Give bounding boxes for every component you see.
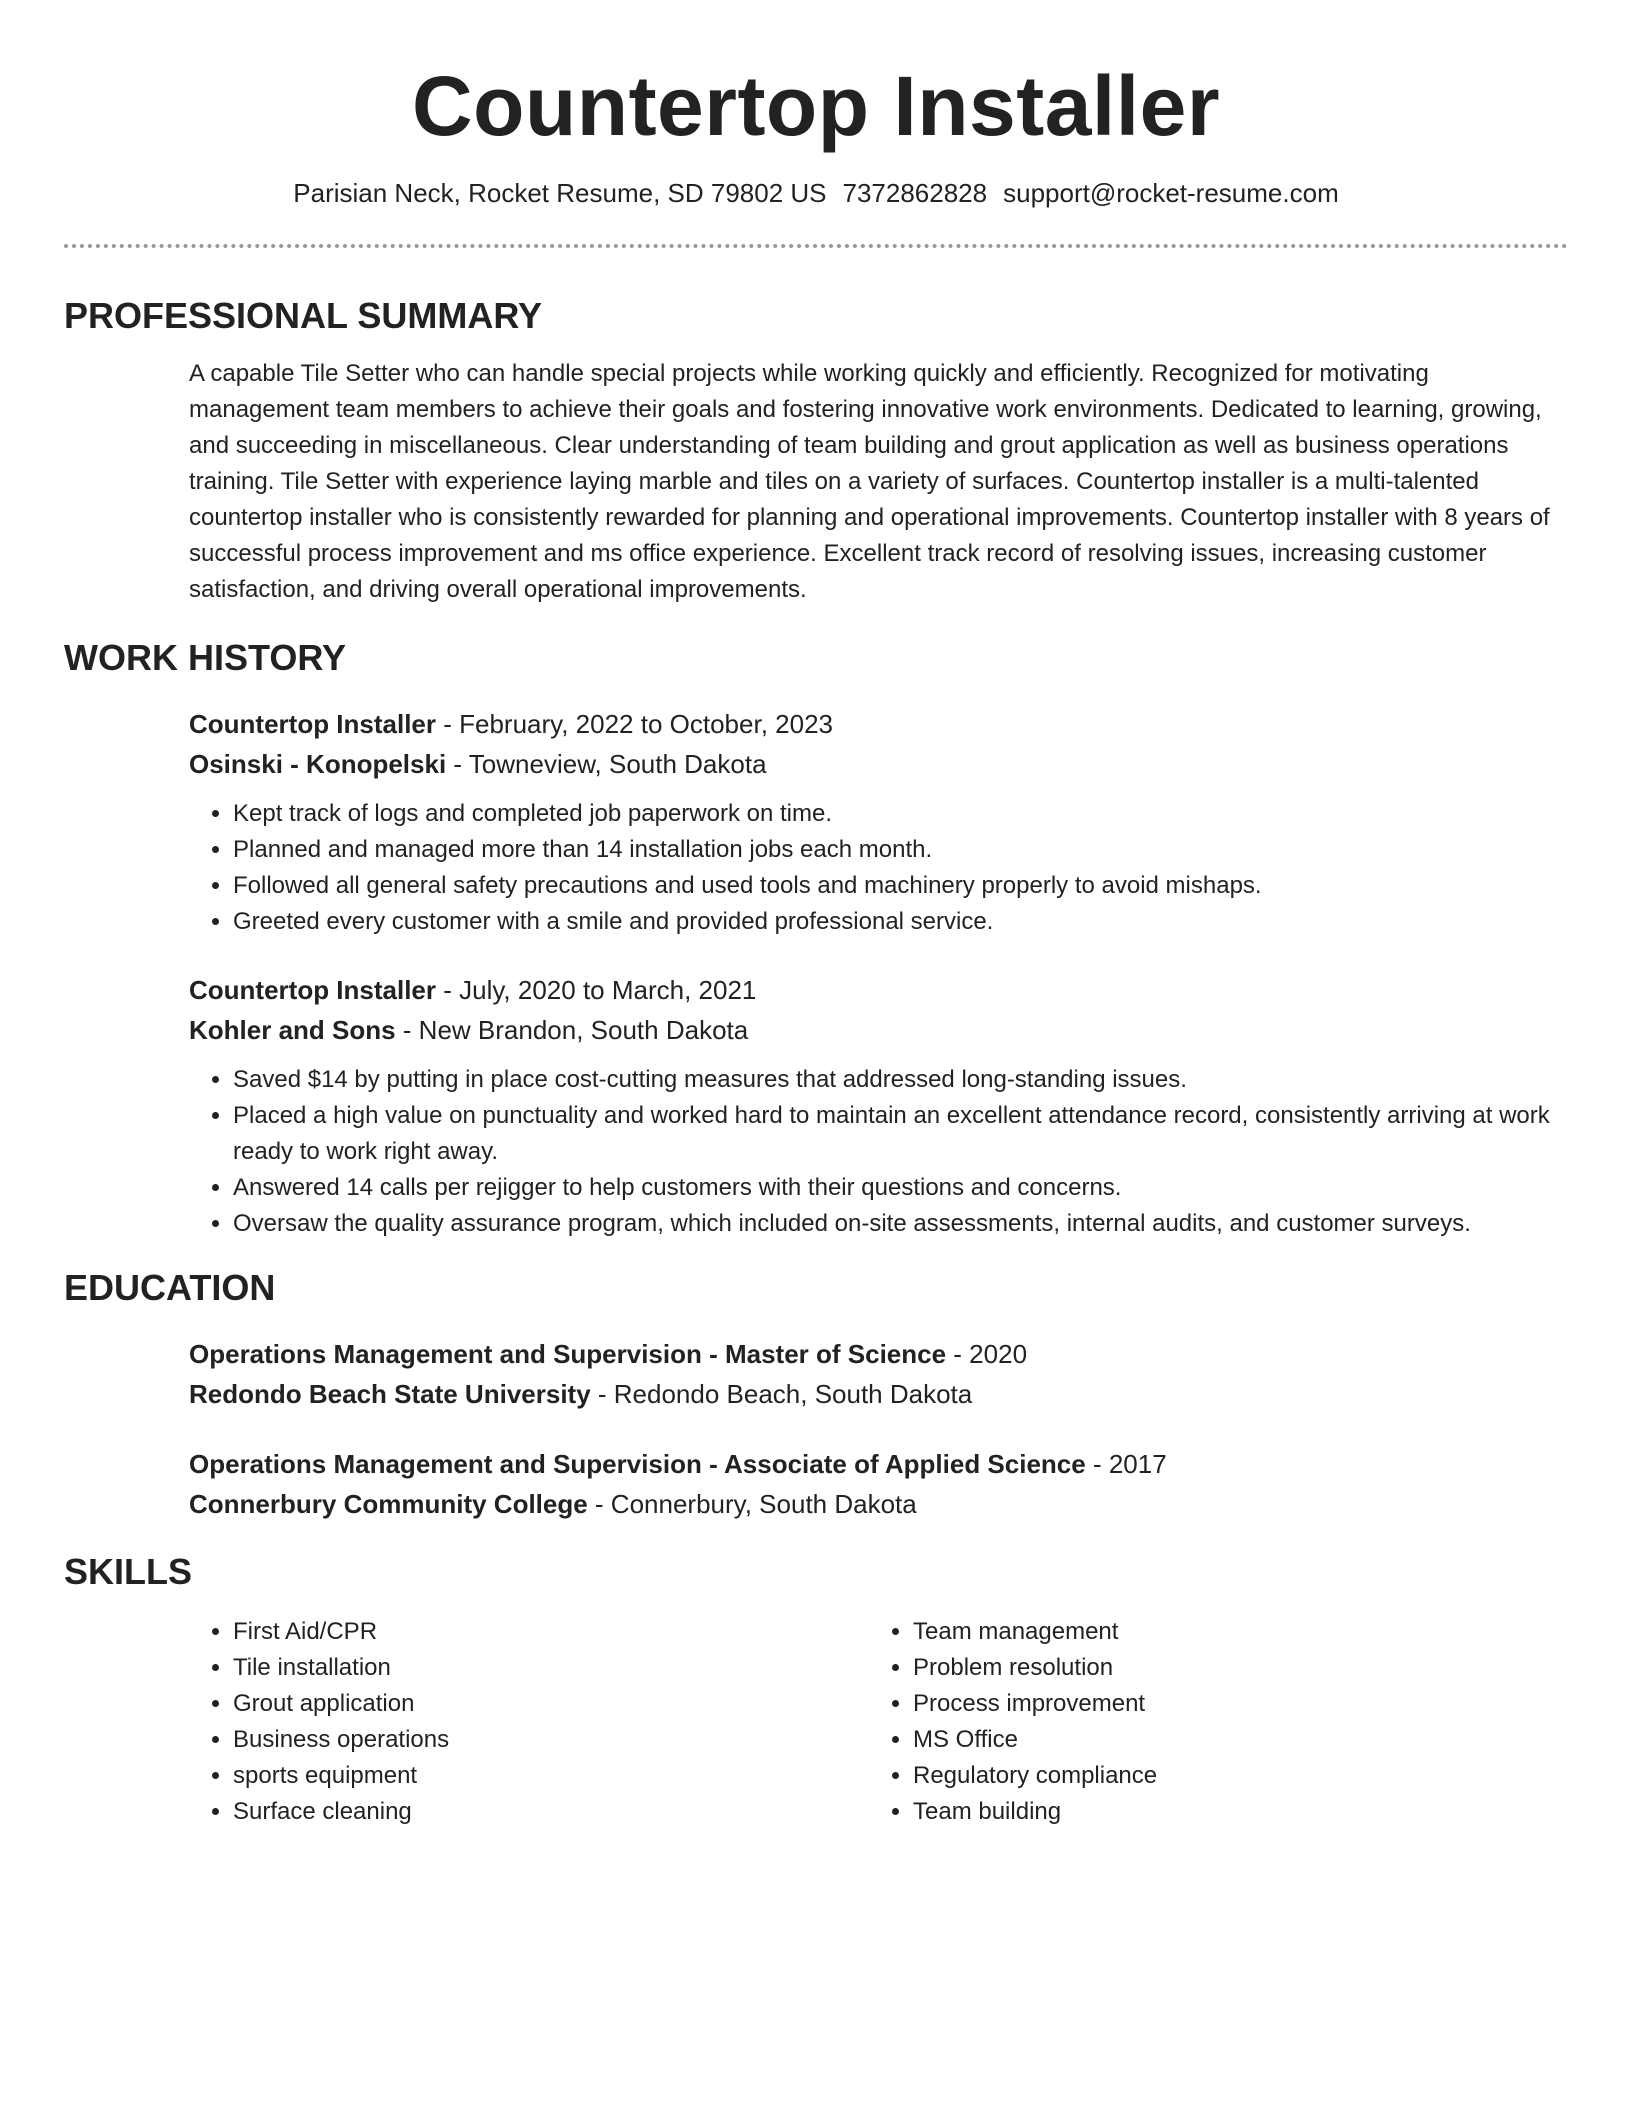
skill-item: • Regulatory compliance xyxy=(913,1758,1549,1794)
school-location: - Connerbury, South Dakota xyxy=(587,1489,917,1519)
job-duty: • Greeted every customer with a smile and provided professional service. xyxy=(233,904,1568,940)
job-dates: - July, 2020 to March, 2021 xyxy=(436,975,757,1005)
skills-list xyxy=(869,1614,1549,1830)
skill-item: • sports equipment xyxy=(233,1758,869,1794)
school-name: Connerbury Community College xyxy=(189,1489,588,1519)
skill-item: • Tile installation xyxy=(233,1650,869,1686)
skill-item: • First Aid/CPR xyxy=(233,1614,869,1650)
job-duty: • Kept track of logs and completed job paperwork on time. xyxy=(233,796,1568,832)
skill-item: • Team management xyxy=(913,1614,1549,1650)
job-duty: • Answered 14 calls per rejigger to help customers with their questions and concerns. xyxy=(233,1170,1568,1206)
job-duties-list xyxy=(189,1062,1568,1242)
skills-grid xyxy=(189,1614,1568,1830)
contact-address: Parisian Neck, Rocket Resume, SD 79802 US xyxy=(293,178,827,208)
skill-item: • Process improvement xyxy=(913,1686,1549,1722)
skill-item: • Team building xyxy=(913,1794,1549,1830)
job-entry xyxy=(189,704,1568,940)
job-title-line xyxy=(189,704,1568,744)
job-position: Countertop Installer xyxy=(189,975,437,1005)
job-duties-list xyxy=(189,796,1568,940)
degree-name: Operations Management and Supervision - Associate of Applied Science xyxy=(189,1449,1086,1479)
skills-list xyxy=(189,1614,869,1830)
job-location: - New Brandon, South Dakota xyxy=(395,1015,749,1045)
education-entry xyxy=(189,1334,1568,1414)
summary-text: A capable Tile Setter who can handle special projects while working quickly and efficiently. Recognized for motivating management team members to achieve their goals and fostering innovative work environments. Dedicated to learning, growing, and succeeding in miscellaneous. Clear understanding of team building and grout application as well as business operations training. Tile Setter with experience laying marble and tiles on a variety of surfaces. Countertop installer is a multi-talented countertop installer who is consistently rewarded for planning and operational improvements. Countertop installer with 8 years of successful process improvement and ms office experience. Excellent track record of resolving issues, increasing customer satisfaction, and driving overall operational improvements. xyxy=(189,360,1550,603)
job-dates: - February, 2022 to October, 2023 xyxy=(436,709,833,739)
contact-email[interactable]: support@rocket-resume.com xyxy=(1003,178,1339,208)
school-line xyxy=(189,1484,1568,1524)
skills-section xyxy=(64,1550,1568,1830)
school-location: - Redondo Beach, South Dakota xyxy=(590,1379,973,1409)
skills-column-right xyxy=(869,1614,1549,1830)
contact-line xyxy=(64,176,1568,210)
degree-year: - 2020 xyxy=(946,1339,1028,1369)
job-company-line xyxy=(189,1010,1568,1050)
job-company: Osinski - Konopelski xyxy=(189,749,447,779)
job-company: Kohler and Sons xyxy=(189,1015,396,1045)
job-duty: • Oversaw the quality assurance program, which included on-site assessments, internal audits, and customer surveys. xyxy=(233,1206,1568,1242)
job-position: Countertop Installer xyxy=(189,709,437,739)
degree-line xyxy=(189,1444,1568,1484)
education-heading: EDUCATION xyxy=(64,1267,276,1308)
education-entry xyxy=(189,1444,1568,1524)
summary-section xyxy=(64,294,1568,608)
work-history-heading: WORK HISTORY xyxy=(64,637,347,678)
job-company-line xyxy=(189,744,1568,784)
job-duty: • Placed a high value on punctuality and worked hard to maintain an excellent attendance record, consistently arriving at work ready to work right away. xyxy=(233,1098,1568,1170)
school-name: Redondo Beach State University xyxy=(189,1379,591,1409)
degree-name: Operations Management and Supervision - Master of Science xyxy=(189,1339,947,1369)
work-history-section xyxy=(64,636,1568,1242)
job-duty: • Followed all general safety precautions and used tools and machinery properly to avoid mishaps. xyxy=(233,868,1568,904)
job-duty: • Saved $14 by putting in place cost-cutting measures that addressed long-standing issues. xyxy=(233,1062,1568,1098)
header-divider xyxy=(64,244,1568,248)
skills-heading: SKILLS xyxy=(64,1551,193,1592)
skill-item: • Problem resolution xyxy=(913,1650,1549,1686)
job-entry xyxy=(189,970,1568,1242)
candidate-name: Countertop Installer xyxy=(411,59,1221,153)
degree-line xyxy=(189,1334,1568,1374)
skill-item: • MS Office xyxy=(913,1722,1549,1758)
job-title-line xyxy=(189,970,1568,1010)
skills-column-left xyxy=(189,1614,869,1830)
skill-item: • Grout application xyxy=(233,1686,869,1722)
contact-phone: 7372862828 xyxy=(842,178,988,208)
skill-item: • Surface cleaning xyxy=(233,1794,869,1830)
job-location: - Towneview, South Dakota xyxy=(446,749,767,779)
summary-heading: PROFESSIONAL SUMMARY xyxy=(64,295,543,336)
school-line xyxy=(189,1374,1568,1414)
degree-year: - 2017 xyxy=(1085,1449,1167,1479)
resume-page xyxy=(64,0,1568,1830)
education-section xyxy=(64,1266,1568,1524)
skill-item: • Business operations xyxy=(233,1722,869,1758)
job-duty: • Planned and managed more than 14 installation jobs each month. xyxy=(233,832,1568,868)
